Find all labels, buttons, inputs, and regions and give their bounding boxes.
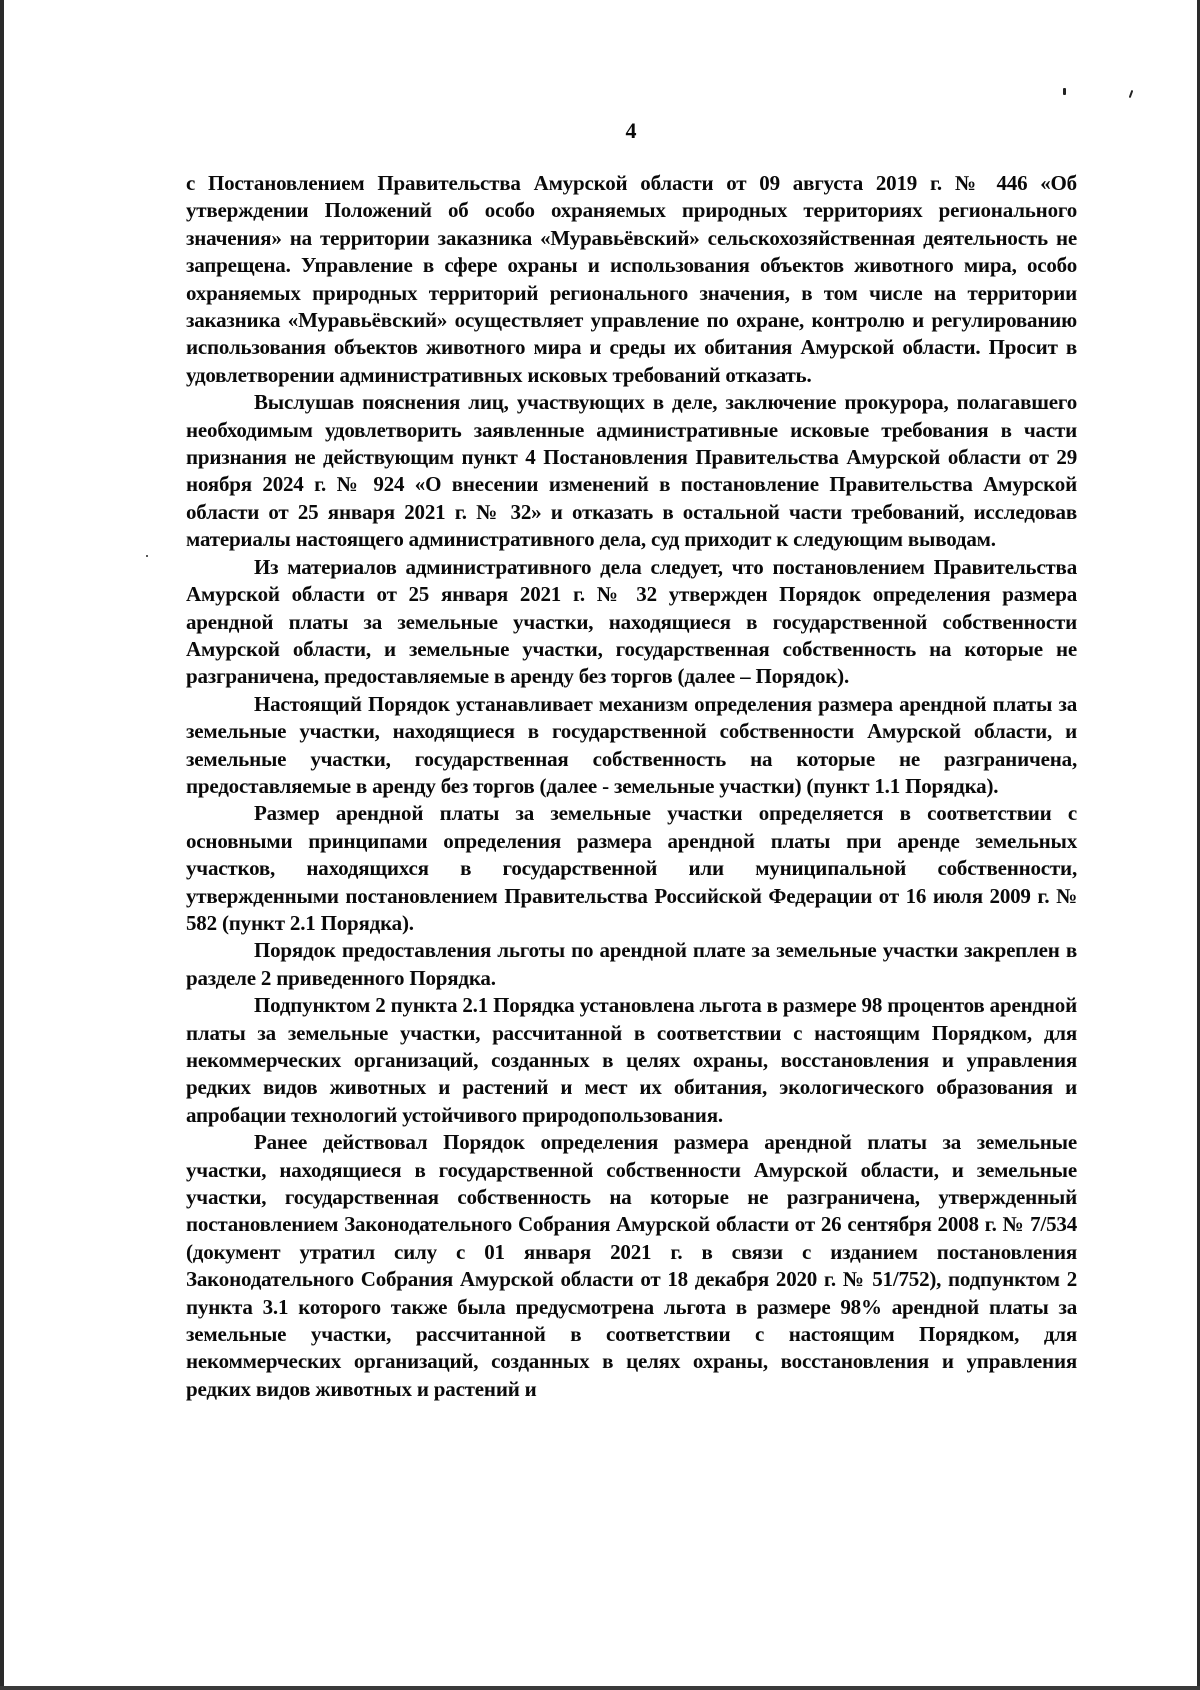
paragraph: с Постановлением Правительства Амурской области от 09 августа 2019 г. № 446 «Об утверждении Положений об особо охраняемых природных территориях регионального значения» на территории заказника «Муравьёвский» сельскохозяйственная деятельность не запрещена. Управление в сфере охраны и использования объектов животного мира, особо охраняемых природных территорий регионального значения, в том числе на территории заказника «Муравьёвский» осуществляет управление по охране, контролю и регулированию использования объектов животного мира и среды их обитания Амурской области. Просит в удовлетворении административных исковых требований отказать. [186,171,1077,387]
paragraph: Ранее действовал Порядок определения размера арендной платы за земельные участки, находящиеся в государственной собственности Амурской области, и земельные участки, государственная собственность на которые не разграничена, утвержденный постановлением Законодательного Собрания Амурской области от 26 сентября 2008 г. № 7/534 (документ утратил силу с 01 января 2021 г. в связи с изданием постановления Законодательного Собрания Амурской области от 18 декабря 2020 г. № 51/752), подпунктом 2 пункта 3.1 которого также была предусмотрена льгота в размере 98% арендной платы за земельные участки, рассчитанной в соответствии с настоящим Порядком, для некоммерческих организаций, созданных в целях охраны, восстановления и управления редких видов животных и растений и [186,1130,1077,1401]
scan-speck [146,555,148,557]
paragraph: Размер арендной платы за земельные участки определяется в соответствии с основными принципами определения размера арендной платы при аренде земельных участков, находящихся в государственной или муниципальной собственности, утвержденными постановлением Правительства Российской Федерации от 16 июля 2009 г. № 582 (пункт 2.1 Порядка). [186,801,1077,935]
paragraph: Из материалов административного дела следует, что постановлением Правительства Амурской области от 25 января 2021 г. № 32 утвержден Порядок определения размера арендной платы за земельные участки, находящиеся в государственной собственности Амурской области, и земельные участки, государственная собственность на которые не разграничена, предоставляемые в аренду без торгов (далее – Порядок). [186,554,1077,689]
paragraph: Выслушав пояснения лиц, участвующих в деле, заключение прокурора, полагавшего необходимым удовлетворить заявленные административные исковые требования в части признания не действующим пункт 4 Постановления Правительства Амурской области от 29 ноября 2024 г. № 924 «О внесении изменений в постановление Правительства Амурской области от 25 января 2021 г. № 32» и отказать в остальной части требований, исследовав материалы настоящего административного дела, суд приходит к следующим выводам. [186,390,1077,552]
paragraph: Порядок предоставления льготы по арендной плате за земельные участки закреплен в разделе 2 приведенного Порядка. [186,938,1077,990]
document-body [186,170,1077,1403]
scan-speck [1063,88,1066,95]
scan-speck [1129,90,1134,98]
scan-border-left [0,0,4,1690]
paragraph: Подпунктом 2 пункта 2.1 Порядка установлена льгота в размере 98 процентов арендной платы за земельные участки, рассчитанной в соответствии с настоящим Порядком, для некоммерческих организаций, созданных в целях охраны, восстановления и управления редких видов животных и растений и мест их обитания, экологического образования и апробации технологий устойчивого природопользования. [186,993,1077,1127]
page-number: 4 [625,118,637,143]
paragraph: Настоящий Порядок устанавливает механизм определения размера арендной платы за земельные участки, находящиеся в государственной собственности Амурской области, и земельные участки, государственная собственность на которые не разграничена, предоставляемые в аренду без торгов (далее - земельные участки) (пункт 1.1 Порядка). [186,691,1077,798]
scan-border-bottom [0,1686,1200,1690]
